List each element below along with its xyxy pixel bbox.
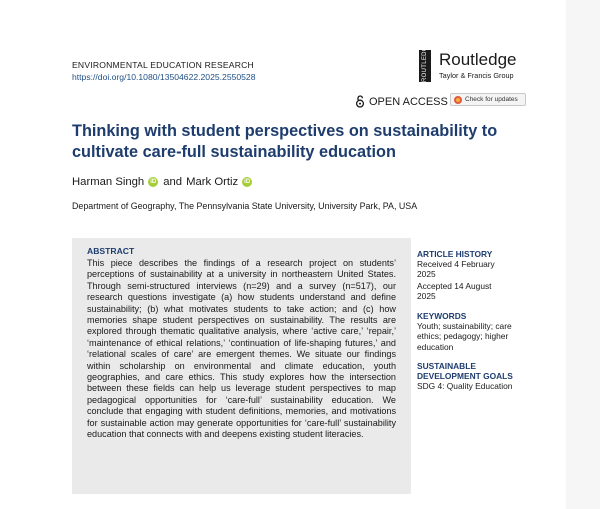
open-lock-icon xyxy=(355,95,365,108)
orcid-icon[interactable]: iD xyxy=(150,179,157,185)
orcid-icon[interactable]: iD xyxy=(244,179,251,185)
publisher-logo[interactable] xyxy=(419,41,534,82)
accepted-date: Accepted 14 August 2025 xyxy=(417,281,492,302)
check-for-updates-label: Check for updates xyxy=(465,96,518,103)
article-history-heading: ARTICLE HISTORY xyxy=(417,249,493,259)
keywords-heading: KEYWORDS xyxy=(417,311,467,321)
abstract-heading: ABSTRACT xyxy=(87,246,135,256)
abstract-text: This piece describes the findings of a research project on students’ perceptions of sustainability at a university in northeastern United States. Through semi-structured interviews (n=29) and a survey (n=517), our research questions investigate (a) how students understand and define sustainability; (b) what motivates students to take action; and (c) how memories shape student perspectives on sustainability. The results are explored through thematic qualitative analysis, where ‘active care,’ ‘repair,’ ‘maintenance of ethical relations,’ ‘continuation of life-shaping futures,’ and ‘relational scales of care’ are emergent themes. We situate our findings within scholarship on environmental and climate education, youth geographies, and care ethics. This study explores how the intersection between these fields can help us leverage student perspectives to map pedagogical opportunities for ‘care-full’ sustainability education. We conclude that engaging with student definitions, memories, and motivations for sustainable action may generate opportunities for ‘care-full’ sustainability education that connects with and deepens existing student literacies. xyxy=(87,258,396,440)
publisher-name: Routledge xyxy=(439,50,517,69)
crossmark-icon xyxy=(454,96,462,104)
author-line xyxy=(72,176,257,188)
open-access-label: OPEN ACCESS xyxy=(369,95,448,108)
keywords-list: Youth; sustainability; care ethics; pedagogy; higher education xyxy=(417,321,512,352)
right-margin-shade xyxy=(566,0,600,509)
sdg-value: SDG 4: Quality Education xyxy=(417,381,513,391)
affiliation: Department of Geography, The Pennsylvania State University, University Park, PA, USA xyxy=(72,201,418,211)
author-name[interactable]: Mark Ortiz xyxy=(186,176,239,188)
doi-link[interactable]: https://doi.org/10.1080/13504622.2025.2550528 xyxy=(72,72,256,82)
sdg-heading: SUSTAINABLE DEVELOPMENT GOALS xyxy=(417,361,513,382)
publisher-subtitle: Taylor & Francis Group xyxy=(439,71,514,80)
open-access-badge xyxy=(355,95,448,108)
author-name[interactable]: Harman Singh xyxy=(72,176,145,188)
check-for-updates-button[interactable] xyxy=(450,93,526,106)
abstract-box xyxy=(72,238,411,494)
journal-name: ENVIRONMENTAL EDUCATION RESEARCH xyxy=(72,60,254,70)
publisher-logo-bar: ROUTLEDGE xyxy=(419,50,431,82)
received-date: Received 4 February 2025 xyxy=(417,259,495,280)
author-separator: and xyxy=(163,176,183,188)
article-title: Thinking with student perspectives on sustainability to cultivate care-full sustainability education xyxy=(72,122,498,161)
